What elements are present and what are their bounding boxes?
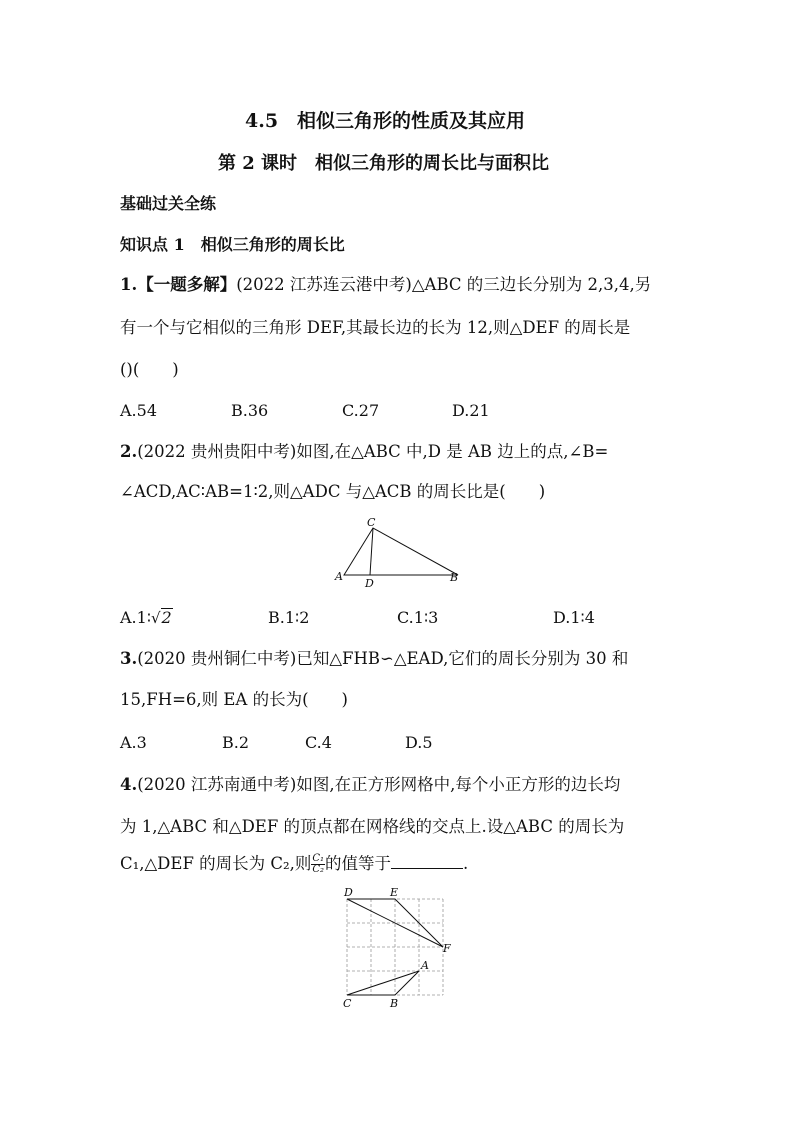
q4-number: 4. [120, 775, 138, 794]
q3-option-a: A.3 [120, 733, 147, 752]
q4-line3 [120, 854, 468, 875]
q4-label-b: B [390, 997, 399, 1010]
q4-label-f: F [443, 942, 451, 955]
q4-label-e: E [390, 886, 399, 899]
section-title: 4.5 相似三角形的性质及其应用 [245, 110, 526, 132]
q3-option-d: D.5 [405, 733, 433, 752]
q2-triangle-figure [330, 515, 465, 590]
q4-answer-blank [391, 854, 463, 869]
q2-option-b: B.1∶2 [268, 608, 310, 627]
q1-number: 1. [120, 275, 138, 294]
lesson-title: 第 2 课时 相似三角形的周长比与面积比 [218, 153, 550, 174]
q4-fraction-denominator: C₂ [312, 864, 325, 875]
q2-sqrt-value: 2 [161, 608, 172, 627]
q2-label-a: A [335, 570, 343, 583]
q2-text-line1: (2022 贵州贵阳中考)如图,在△ABC 中,D 是 AB 边上的点,∠B= [137, 442, 609, 461]
q1-line1 [120, 277, 651, 294]
q1-line2: 有一个与它相似的三角形 DEF,其最长边的长为 12,则△DEF 的周长是 [120, 318, 631, 337]
q4-text-line3b: 的值等于 [325, 854, 392, 873]
q2-line1 [120, 444, 608, 461]
q4-text-line1: (2020 江苏南通中考)如图,在正方形网格中,每个小正方形的边长均 [137, 775, 621, 794]
q2-line2: ∠ACD,AC∶AB=1∶2,则△ADC 与△ACB 的周长比是( ) [120, 482, 546, 501]
practice-heading: 基础过关全练 [120, 194, 217, 213]
q3-number: 3. [120, 649, 138, 668]
q1-text-line1: (2022 江苏连云港中考)△ABC 的三边长分别为 2,3,4,另 [236, 275, 652, 294]
q2-option-d: D.1∶4 [553, 608, 595, 627]
q4-label-a: A [421, 959, 429, 972]
q2-label-d: D [365, 577, 374, 590]
topic-heading: 知识点 1 相似三角形的周长比 [120, 235, 345, 254]
q1-option-a: A.54 [120, 401, 157, 420]
q4-label-d: D [344, 886, 353, 899]
q4-fraction-numerator: C₁ [312, 853, 325, 864]
q4-grid-figure [335, 885, 460, 1015]
q4-fraction [311, 854, 325, 875]
q4-text-line3a: C₁,△DEF 的周长为 C₂,则 [120, 854, 312, 873]
q4-text-line3-end: . [463, 854, 469, 873]
q2-option-a-text: A.1∶ [120, 608, 151, 627]
q1-option-c: C.27 [342, 401, 380, 420]
q2-label-b: B [450, 571, 459, 584]
q4-line2: 为 1,△ABC 和△DEF 的顶点都在网格线的交点上.设△ABC 的周长为 [120, 817, 625, 836]
q2-label-c: C [367, 516, 376, 529]
q2-option-a: A.1∶√2 [120, 608, 172, 627]
q1-option-d: D.21 [452, 401, 490, 420]
q1-option-b: B.36 [231, 401, 269, 420]
q1-tag: 【一题多解】 [137, 275, 237, 294]
q3-option-c: C.4 [305, 733, 332, 752]
q4-line1 [120, 777, 620, 794]
q3-line2: 15,FH=6,则 EA 的长为( ) [120, 690, 348, 709]
q3-line1 [120, 651, 628, 668]
q3-text-line1: (2020 贵州铜仁中考)已知△FHB∽△EAD,它们的周长分别为 30 和 [137, 649, 629, 668]
q1-line3: ()( ) [120, 360, 179, 379]
q3-option-b: B.2 [222, 733, 250, 752]
q4-label-c: C [343, 997, 352, 1010]
q2-number: 2. [120, 442, 138, 461]
q2-option-c: C.1∶3 [397, 608, 439, 627]
